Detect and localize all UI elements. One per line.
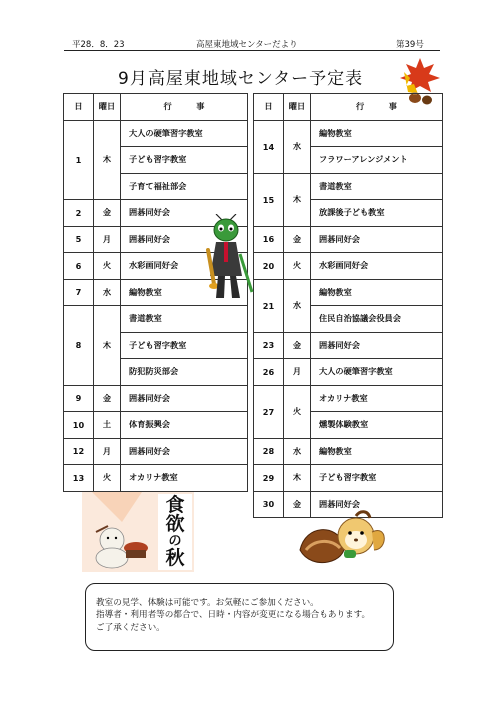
cell-event: 燻製体験教室 <box>311 412 443 439</box>
cell-day: 9 <box>64 385 94 412</box>
cell-event: 囲碁同好会 <box>311 491 443 518</box>
cell-day: 23 <box>254 332 284 359</box>
cell-weekday: 水 <box>284 120 311 173</box>
table-row <box>64 465 443 492</box>
column-gap <box>248 412 254 439</box>
cell-weekday: 金 <box>94 385 121 412</box>
cell-event: 子ども習字教室 <box>121 332 248 359</box>
cell-event: 子育て福祉部会 <box>121 173 248 200</box>
column-gap <box>248 306 254 333</box>
cell-weekday: 水 <box>284 279 311 332</box>
cell-event: 大人の硬筆習字教室 <box>121 120 248 147</box>
cell-weekday: 月 <box>284 359 311 386</box>
cell-day: 21 <box>254 279 284 332</box>
column-gap <box>248 147 254 174</box>
cell-event: 体育振興会 <box>121 412 248 439</box>
cell-event: 住民自治協議会役員会 <box>311 306 443 333</box>
cell-weekday: 火 <box>284 385 311 438</box>
cell-weekday: 水 <box>284 438 311 465</box>
cell-weekday: 金 <box>284 491 311 518</box>
cell-event: オカリナ教室 <box>311 385 443 412</box>
cell-weekday: 金 <box>284 226 311 253</box>
table-row <box>64 173 443 200</box>
table-row <box>64 412 443 439</box>
cell-event: 囲碁同好会 <box>121 200 248 227</box>
autumn-char: 秋 <box>165 547 185 569</box>
cell-event: 編物教室 <box>311 120 443 147</box>
cell-day: 10 <box>64 412 94 439</box>
autumn-char: 欲 <box>165 513 185 535</box>
cell-event: 防犯防災部会 <box>121 359 248 386</box>
col-day: 日 <box>64 94 94 121</box>
cell-event: 書道教室 <box>311 173 443 200</box>
cell-day: 30 <box>254 491 284 518</box>
table-row <box>64 359 443 386</box>
cell-day: 2 <box>64 200 94 227</box>
cell-event: 水彩画同好会 <box>311 253 443 280</box>
cell-event: 囲碁同好会 <box>311 226 443 253</box>
table-row <box>64 438 443 465</box>
cell-event: 水彩画同好会 <box>121 253 248 280</box>
cell-weekday: 金 <box>94 200 121 227</box>
cell-day: 16 <box>254 226 284 253</box>
autumn-appetite-text <box>160 496 190 568</box>
cell-weekday: 火 <box>94 465 121 492</box>
cell-event: オカリナ教室 <box>121 465 248 492</box>
issue-number: 第39号 <box>396 40 424 50</box>
table-row <box>64 332 443 359</box>
cell-event: 放課後子ども教室 <box>311 200 443 227</box>
table-row <box>64 306 443 333</box>
table-row <box>64 385 443 412</box>
cell-event: 編物教室 <box>311 279 443 306</box>
chestnut-mascot-icon <box>296 510 388 572</box>
cell-event: 編物教室 <box>121 279 248 306</box>
cell-weekday: 木 <box>94 306 121 386</box>
cell-day: 28 <box>254 438 284 465</box>
cricket-musician-icon <box>200 214 256 304</box>
issue-date: 平28．8．23 <box>72 40 125 50</box>
cell-day: 8 <box>64 306 94 386</box>
table-header-row <box>64 94 443 121</box>
cell-day: 13 <box>64 465 94 492</box>
cell-day: 1 <box>64 120 94 200</box>
cell-event: フラワーアレンジメント <box>311 147 443 174</box>
page-title: 9月高屋東地域センター予定表 <box>118 69 364 89</box>
notice-line: 指導者・利用者等の都合で、日時・内容が変更になる場合もあります。 <box>96 610 371 621</box>
cell-event: 囲碁同好会 <box>121 226 248 253</box>
cell-day: 14 <box>254 120 284 173</box>
cell-weekday: 金 <box>284 332 311 359</box>
cell-weekday: 土 <box>94 412 121 439</box>
cell-weekday: 月 <box>94 226 121 253</box>
cell-event: 囲碁同好会 <box>121 438 248 465</box>
table-row <box>64 120 443 147</box>
cell-event: 囲碁同好会 <box>311 332 443 359</box>
col-event: 行 事 <box>311 94 443 121</box>
cell-day: 27 <box>254 385 284 438</box>
cell-event: 子ども習字教室 <box>121 147 248 174</box>
autumn-char: 食 <box>165 494 185 516</box>
cell-event: 子ども習字教室 <box>311 465 443 492</box>
cell-day: 5 <box>64 226 94 253</box>
cell-day: 15 <box>254 173 284 226</box>
cell-weekday: 火 <box>284 253 311 280</box>
col-weekday: 曜日 <box>94 94 121 121</box>
notice-line: ご了承ください。 <box>96 622 165 633</box>
schedule-table <box>63 93 443 518</box>
col-event: 行 事 <box>121 94 248 121</box>
cell-event: 囲碁同好会 <box>121 385 248 412</box>
cell-weekday: 木 <box>284 173 311 226</box>
cell-event: 編物教室 <box>311 438 443 465</box>
publication-name: 高屋東地域センターだより <box>196 40 298 50</box>
cell-weekday: 木 <box>284 465 311 492</box>
autumn-char: の <box>168 534 182 549</box>
cell-event: 書道教室 <box>121 306 248 333</box>
cell-weekday: 木 <box>94 120 121 200</box>
cell-weekday: 火 <box>94 253 121 280</box>
cell-weekday: 水 <box>94 279 121 306</box>
cell-day: 7 <box>64 279 94 306</box>
cell-weekday: 月 <box>94 438 121 465</box>
notice-box <box>85 583 394 651</box>
table-row <box>64 147 443 174</box>
notice-line: 教室の見学、体験は可能です。お気軽にご参加ください。 <box>96 598 319 608</box>
cell-day: 26 <box>254 359 284 386</box>
col-day: 日 <box>254 94 284 121</box>
col-weekday: 曜日 <box>284 94 311 121</box>
cell-day: 6 <box>64 253 94 280</box>
cell-event: 大人の硬筆習字教室 <box>311 359 443 386</box>
cell-day: 12 <box>64 438 94 465</box>
header-rule <box>64 50 440 51</box>
cell-day: 29 <box>254 465 284 492</box>
cell-day: 20 <box>254 253 284 280</box>
